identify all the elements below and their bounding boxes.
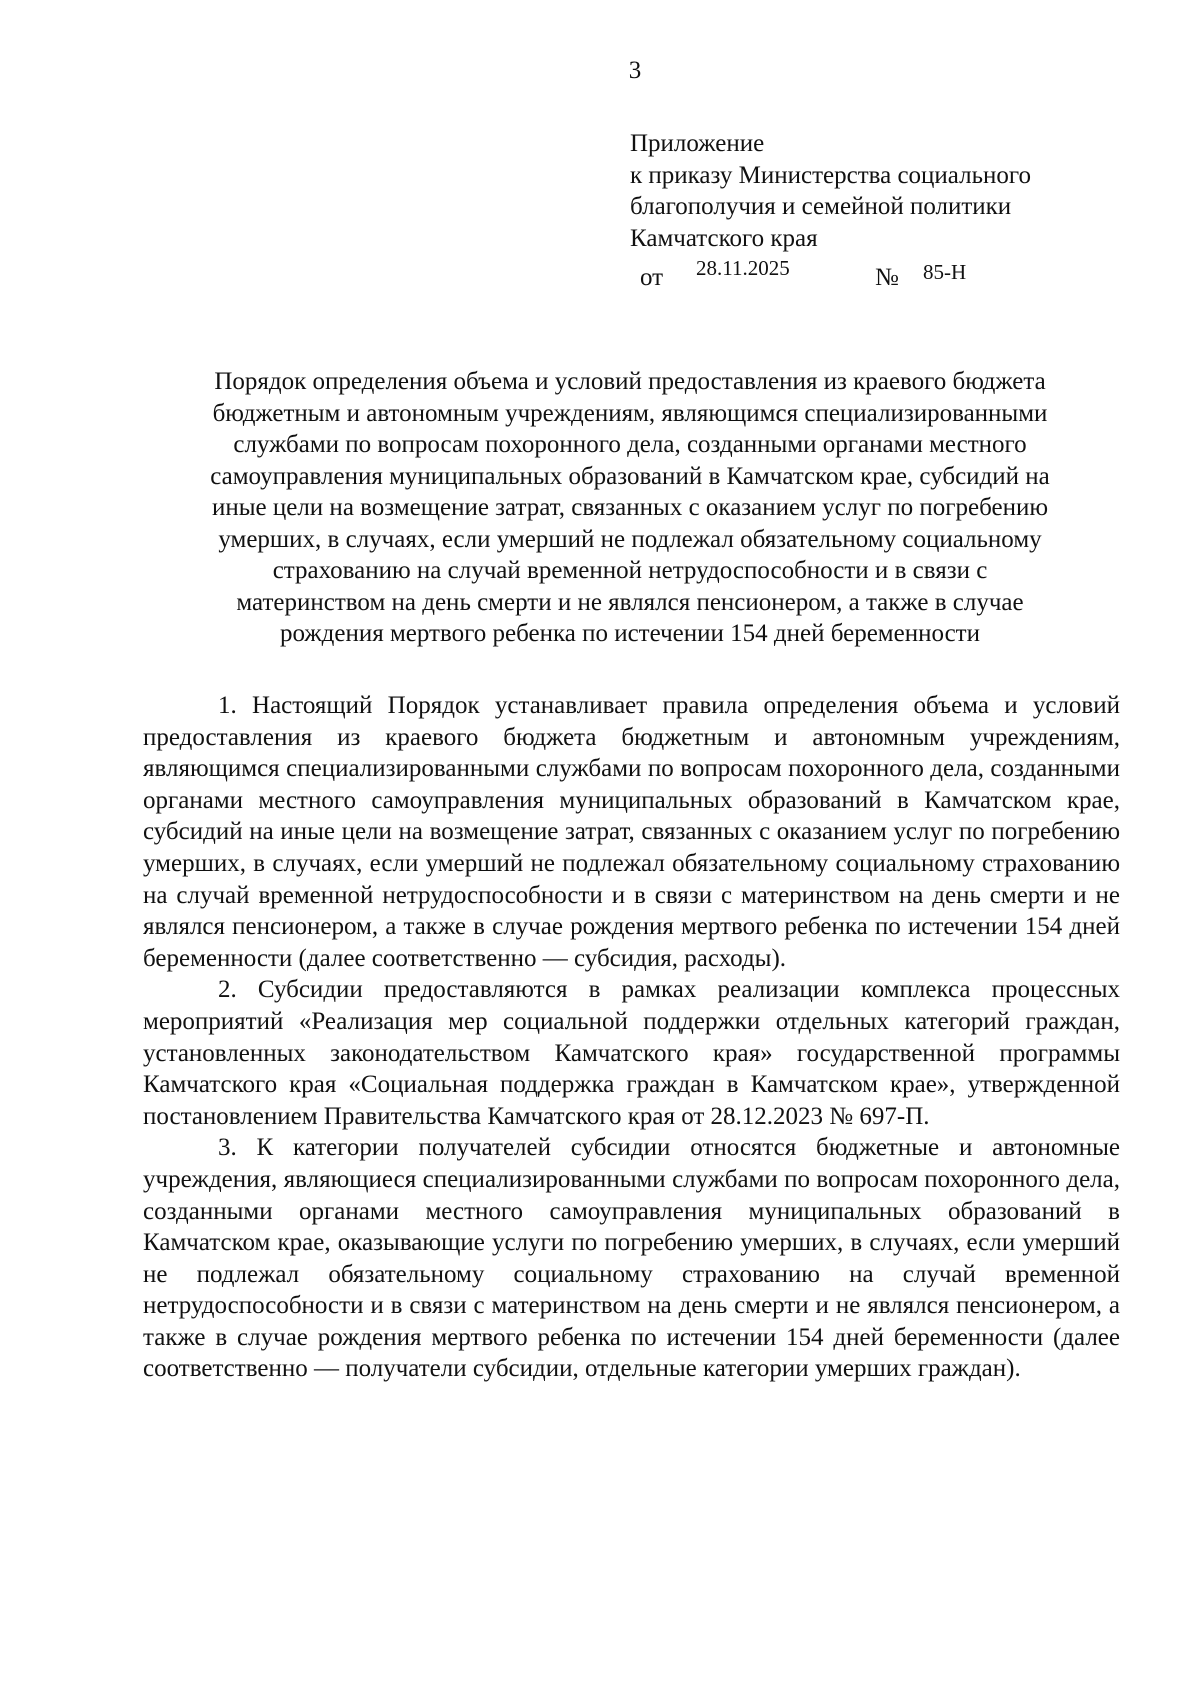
appendix-line: Камчатского края [630, 224, 818, 252]
paragraph-2: 2. Субсидии предоставляются в рамках реализации комплекса процессных мероприятий «Реализация мер социальной поддержки отдельных категорий граждан, установленных законодательством Камчатского края» государственной программы Камчатского края «Социальная поддержка граждан в Камчатском крае», утвержденной постановлением Правительства Камчатского края от 28.12.2023 № 697-П. [143, 976, 1120, 1130]
appendix-header [630, 128, 1150, 254]
title-line: Порядок определения объема и условий предоставления из краевого бюджета [214, 368, 1046, 395]
title-line: рождения мертвого ребенка по истечении 154 дней беременности [280, 620, 980, 647]
order-reference [640, 256, 1140, 292]
title-line: умерших, в случаях, если умерший не подлежал обязательному социальному [218, 525, 1042, 553]
title-line: службами по вопросам похоронного дела, созданными органами местного [233, 431, 1027, 458]
title-line: страхованию на случай временной нетрудоспособности и в связи с [272, 557, 988, 584]
order-date: 28.11.2025 [696, 256, 790, 280]
title-line: бюджетным и автономным учреждениям, являющимся специализированными [212, 399, 1048, 427]
order-number: 85-Н [923, 260, 967, 284]
paragraph-1: 1. Настоящий Порядок устанавливает правила определения объема и условий предоставления из краевого бюджета бюджетным и автономным учреждениям, являющимся специализированными службами по вопросам похоронного дела, созданными органами местного самоуправления муниципальных образований в Камчатском крае, субсидий на иные цели на возмещение затрат, связанных с оказанием услуг по погребению умерших, в случаях, если умерший не подлежал обязательному социальному страхованию на случай временной нетрудоспособности и в связи с материнством на день смерти и не являлся пенсионером, а также в случае рождения мертвого ребенка по истечении 154 дней беременности (далее соответственно — субсидия, расходы). [143, 692, 1120, 972]
date-label: от [640, 264, 664, 291]
title-line: самоуправления муниципальных образований в Камчатском крае, субсидий на [210, 462, 1050, 490]
appendix-line: к приказу Министерства социального [630, 161, 1032, 189]
appendix-line: благополучия и семейной политики [630, 193, 1012, 220]
title-line: иные цели на возмещение затрат, связанных с оказанием услуг по погребению [211, 494, 1049, 521]
page-number: 3 [628, 57, 642, 84]
appendix-line: Приложение [630, 130, 765, 157]
document-body [143, 690, 1120, 1385]
number-label: № [875, 264, 899, 291]
document-title [140, 366, 1120, 650]
paragraph-3: 3. К категории получателей субсидии относятся бюджетные и автономные учреждения, являющиеся специализированными службами по вопросам похоронного дела, созданными органами местного самоуправления муниципальных образований в Камчатском крае, оказывающие услуги по погребению умерших, в случаях, если умерший не подлежал обязательному социальному страхованию на случай временной нетрудоспособности и в связи с материнством на день смерти и не являлся пенсионером, а также в случае рождения мертвого ребенка по истечении 154 дней беременности (далее соответственно — получатели субсидии, отдельные категории умерших граждан). [143, 1134, 1120, 1383]
title-line: материнством на день смерти и не являлся пенсионером, а также в случае [236, 588, 1024, 616]
